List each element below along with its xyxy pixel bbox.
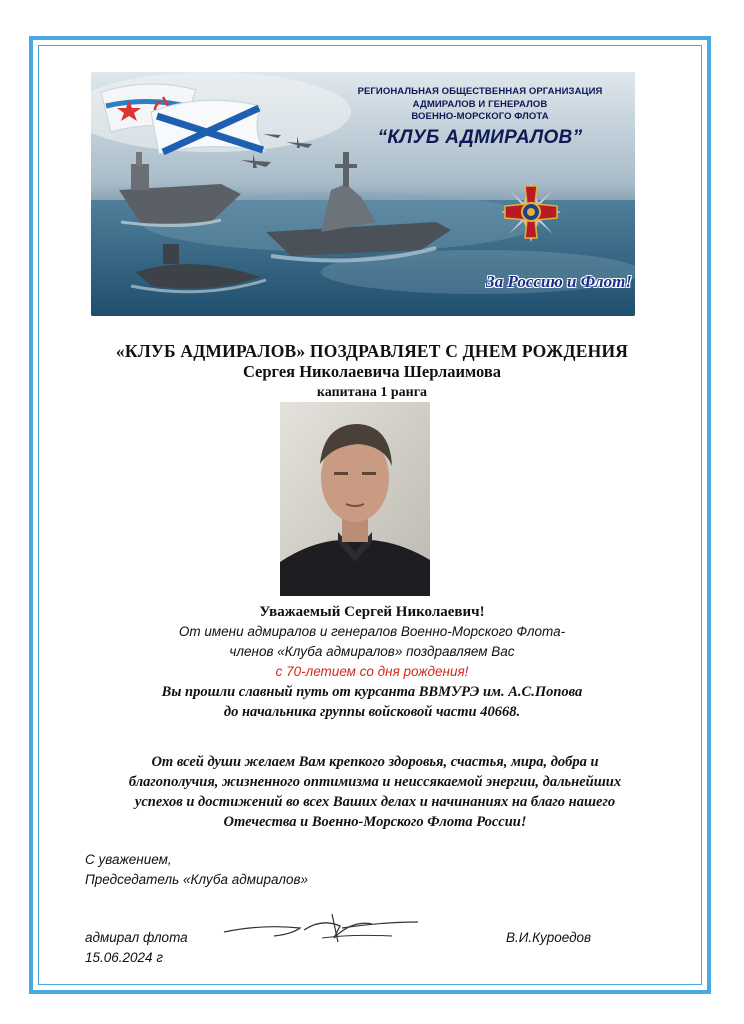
signer-position: Председатель «Клуба адмиралов» (85, 872, 309, 887)
org-line-1: РЕГИОНАЛЬНАЯ ОБЩЕСТВЕННАЯ ОРГАНИЗАЦИЯ (357, 86, 603, 97)
honoree-name: Сергея Николаевича Шерлаимова (242, 362, 502, 381)
motto-text: За Россию и Флот! (486, 272, 632, 291)
org-line-2: АДМИРАЛОВ И ГЕНЕРАЛОВ (412, 98, 548, 110)
career-line-1: Вы прошли славный путь от курсанта ВВМУРЭ им. А.С.Попова (161, 684, 583, 700)
honoree-rank: капитана 1 ранга (316, 385, 428, 400)
wishes-line-3: успехов и достижений во всех Ваших делах и начинаниях на благо нашего (134, 794, 616, 810)
org-title: “КЛУБ АДМИРАЛОВ” (377, 126, 583, 148)
wishes-line-1: От всей души желаем Вам крепкого здоровья, счастья, мира, добра и (151, 754, 599, 770)
career-line-2: до начальника группы войсковой части 40668. (223, 704, 521, 720)
closing-block (85, 850, 308, 890)
signer-name: В.И.Куроедов (506, 930, 592, 945)
wishes-line-2: благополучия, жизненного оптимизма и неиссякаемой энергии, дальнейших (128, 774, 622, 790)
wishes-line-4: Отечества и Военно-Морского Флота России! (223, 814, 527, 830)
st-andrew-flag-icon (151, 100, 266, 154)
headline-title: «КЛУБ АДМИРАЛОВ» ПОЗДРАВЛЯЕТ С ДНЕМ РОЖДЕНИЯ (115, 341, 629, 361)
wishes-paragraph (85, 752, 665, 832)
certificate-headline (0, 340, 744, 402)
honoree-photo (280, 402, 430, 596)
regards-text: С уважением, (85, 852, 172, 867)
salutation: Уважаемый Сергей Николаевич! (259, 604, 485, 620)
signer-rank: адмирал флота (85, 930, 188, 945)
organization-header (330, 86, 630, 149)
greeting-line-2: членов «Клуба адмиралов» поздравляем Вас (229, 644, 515, 659)
org-line-3: ВОЕННО-МОРСКОГО ФЛОТА (411, 111, 549, 122)
greeting-block (0, 602, 744, 722)
handwritten-signature (222, 910, 422, 951)
rank-date-block (85, 928, 188, 968)
greeting-line-1: От имени адмиралов и генералов Военно-Морского Флота- (178, 624, 566, 639)
signature-date: 15.06.2024 г (85, 950, 163, 965)
anniversary-line: с 70-летием со дня рождения! (275, 664, 469, 679)
order-cross-emblem (501, 182, 561, 242)
